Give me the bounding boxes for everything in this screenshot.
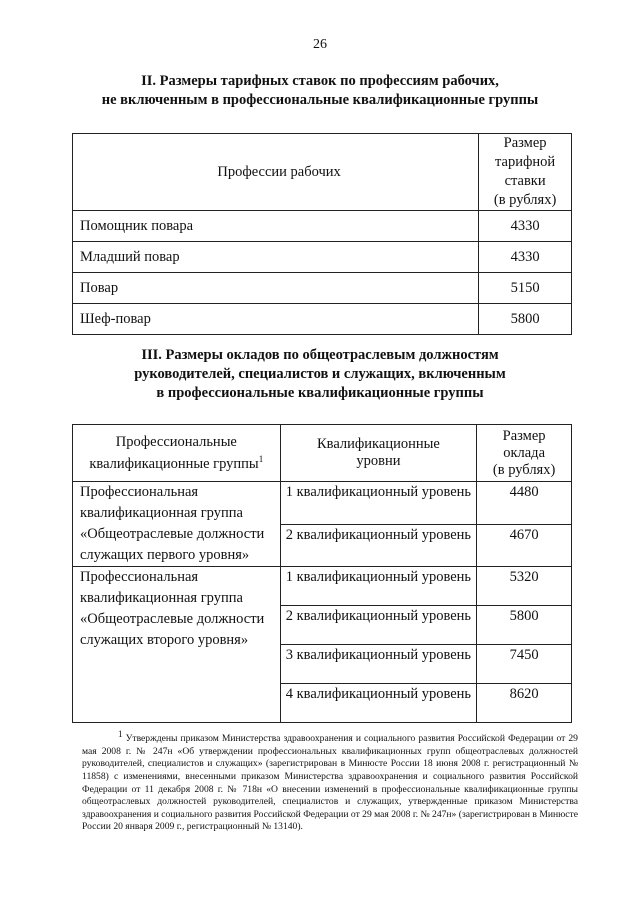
header-line: уровни bbox=[356, 453, 401, 469]
qualification-level: 1 квалификационный уровень bbox=[280, 567, 477, 606]
footnote-marker: 1 bbox=[118, 729, 123, 739]
rate-value: 5150 bbox=[479, 273, 572, 304]
table-row bbox=[73, 567, 572, 606]
profession-name: Повар bbox=[73, 273, 479, 304]
header-line: Размер bbox=[502, 427, 546, 444]
header-line: (в рублях) bbox=[492, 461, 556, 478]
group-name: Профессиональная квалификационная группа «Общеотраслевые должности служащих второго уровня» bbox=[73, 567, 281, 723]
header-line: Размер bbox=[503, 135, 547, 151]
table-header-row bbox=[73, 134, 572, 211]
table-row bbox=[73, 242, 572, 273]
section-3-title-line: III. Размеры окладов по общеотраслевым должностям bbox=[141, 347, 499, 363]
qualification-level: 2 квалификационный уровень bbox=[280, 524, 477, 567]
column-header-profession: Профессии рабочих bbox=[73, 134, 479, 211]
footnote-marker: 1 bbox=[258, 453, 264, 464]
header-line bbox=[73, 451, 280, 473]
salary-value: 7450 bbox=[477, 645, 572, 684]
salary-value: 5800 bbox=[477, 606, 572, 645]
rate-value: 5800 bbox=[479, 304, 572, 335]
header-line: оклада bbox=[503, 444, 545, 461]
table-row bbox=[73, 304, 572, 335]
header-line: Квалификационные bbox=[317, 436, 440, 452]
table-row bbox=[73, 273, 572, 304]
table-header-row bbox=[73, 425, 572, 482]
profession-name: Помощник повара bbox=[73, 211, 479, 242]
column-header-level bbox=[280, 425, 477, 482]
header-line: Профессиональные bbox=[115, 433, 237, 450]
salary-value: 4480 bbox=[477, 482, 572, 525]
column-header-rate bbox=[479, 134, 572, 211]
section-2-title-line: не включенным в профессиональные квалификационные группы bbox=[101, 92, 539, 108]
section-3-title bbox=[60, 346, 580, 403]
footnote-text: Утверждены приказом Министерства здравоохранения и социального развития Российской Федерации от 29 мая 2008 г. № 247н «Об утверждении профессиональных квалификационных групп общеотраслевых должностей руководителей, специалистов и служащих» (зарегистрирован в Минюсте России 18 июня 2008 г. регистрационный № 11858) с изменениями, внесенными приказом Министерства здравоохранения и социального развития Российской Федерации от 11 декабря 2008 г. № 718н «О внесении изменений в профессиональные квалификационные группы общеотраслевых должностей руководителей, специалистов и служащих, утвержденные приказом Министерства здравоохранения и социального развития Российской Федерации от 29 мая 2008 г. № 247н» (зарегистрирован в Минюсте России 20 января 2009 г., регистрационный № 13140). bbox=[82, 733, 579, 833]
section-2-title-line: II. Размеры тарифных ставок по профессиям рабочих, bbox=[141, 73, 499, 89]
rate-value: 4330 bbox=[479, 211, 572, 242]
salary-value: 8620 bbox=[477, 684, 572, 723]
page-number: 26 bbox=[313, 37, 327, 52]
profession-name: Младший повар bbox=[73, 242, 479, 273]
footnote-separator bbox=[118, 722, 268, 723]
header-line: ставки bbox=[504, 173, 546, 189]
qualification-level: 2 квалификационный уровень bbox=[280, 606, 477, 645]
section-3-title-line: руководителей, специалистов и служащих, включенным bbox=[134, 366, 506, 382]
group-name: Профессиональная квалификационная группа «Общеотраслевые должности служащих первого уровня» bbox=[73, 482, 281, 567]
profession-name: Шеф-повар bbox=[73, 304, 479, 335]
section-2-title bbox=[60, 72, 580, 110]
column-header-group bbox=[73, 425, 281, 482]
qualification-level: 4 квалификационный уровень bbox=[280, 684, 477, 723]
table-row bbox=[73, 482, 572, 525]
header-line: (в рублях) bbox=[493, 192, 557, 208]
salary-value: 4670 bbox=[477, 524, 572, 567]
salary-table bbox=[72, 424, 572, 723]
tariff-rates-table bbox=[72, 133, 572, 335]
column-header-salary bbox=[477, 425, 572, 482]
header-line: тарифной bbox=[495, 154, 556, 170]
header-line-text: квалификационные группы bbox=[89, 455, 259, 472]
qualification-level: 1 квалификационный уровень bbox=[280, 482, 477, 525]
section-3-title-line: в профессиональные квалификационные группы bbox=[156, 385, 484, 401]
qualification-level: 3 квалификационный уровень bbox=[280, 645, 477, 684]
salary-value: 5320 bbox=[477, 567, 572, 606]
table-row bbox=[73, 211, 572, 242]
footnote bbox=[82, 728, 578, 834]
rate-value: 4330 bbox=[479, 242, 572, 273]
